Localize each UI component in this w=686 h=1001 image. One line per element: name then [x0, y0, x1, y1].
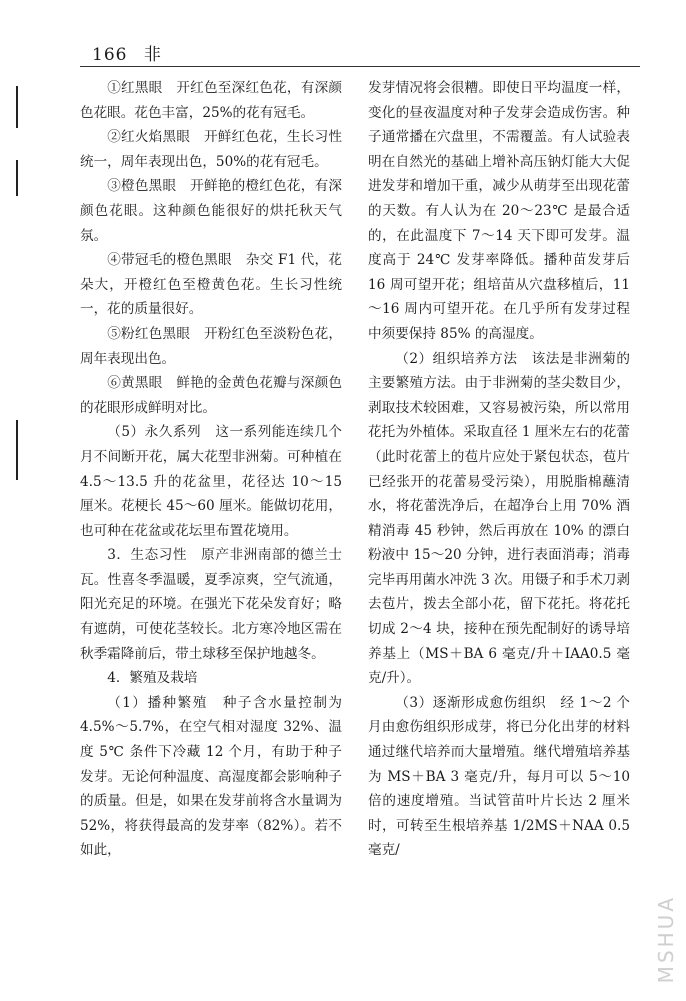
- paragraph: ③橙色黑眼 开鲜艳的橙红色花，有深颜色花眼。这种颜色能很好的烘托秋天气氛。: [80, 178, 342, 244]
- running-title: 非: [143, 45, 162, 65]
- page-number: 166: [92, 45, 128, 65]
- page-header: [92, 40, 162, 65]
- paragraph: 发芽情况将会很糟。即使日平均温度一样，变化的昼夜温度对种子发芽会造成伤害。种子通常播在穴盘里，不需覆盖。有人试验表明在自然光的基础上增补高压钠灯能大大促进发芽和增加干重，减少从萌芽至出现花蕾的天数。有人认为在 20～23℃ 是最合适的，在此温度下 7～14 天下即可发芽。温度高于 24℃ 发芽率降低。播种苗发芽后 16 周可望开花；组培苗从穴盘移植后，11～16 周内可望开花。在几乎所有发芽过程中须要保持 85% 的高湿度。: [368, 80, 630, 342]
- paragraph: ②红火焰黑眼 开鲜红色花，生长习性统一，周年表现出色，50%的花有冠毛。: [80, 129, 342, 170]
- paragraph: （5）永久系列 这一系列能连续几个月不间断开花，属大花型非洲菊。可种植在 4.5～13.5 升的花盆里，花径达 10～15 厘米。花梗长 45～60 厘米。能做切花用，也可种在花盆或花坛里布置花境用。: [80, 424, 342, 539]
- margin-mark: [16, 160, 18, 196]
- margin-mark: [16, 420, 18, 480]
- paragraph: ④带冠毛的橙色黑眼 杂交 F1 代，花朵大，开橙红色至橙黄色花。生长习性统一，花的质量很好。: [80, 252, 342, 318]
- margin-mark: [16, 86, 18, 128]
- watermark: MSHUA: [654, 894, 678, 983]
- header-rule: [80, 66, 640, 67]
- paragraph: ⑥黄黑眼 鲜艳的金黄色花瓣与深颜色的花眼形成鲜明对比。: [80, 375, 342, 416]
- paragraph: ⑤粉红色黑眼 开粉红色至淡粉色花，周年表现出色。: [80, 325, 342, 367]
- paragraph: 3．生态习性 原产非洲南部的德兰士瓦。性喜冬季温暖，夏季凉爽，空气流通，阳光充足的环境。在强光下花朵发育好；略有遮荫，可使花茎较长。北方寒冷地区需在秋季霜降前后，带土球移至保护地越冬。: [80, 547, 342, 662]
- paragraph: （2）组织培养方法 该法是非洲菊的主要繁殖方法。由于非洲菊的茎尖数目少，剥取技术较困难，又容易被污染，所以常用花托为外植体。采取直径 1 厘米左右的花蕾（此时花蕾上的苞片应处于紧包状态，苞片已经张开的花蕾易受污染），用脱脂棉蘸清水，将花蕾洗净后，在超净台上用 70% 酒精消毒 45 秒钟，然后再放在 10% 的漂白粉液中 15～20 分钟，进行表面消毒；消毒完毕再用菌水冲洗 3 次。用镊子和手术刀剥去苞片，拨去全部小花，留下花托。将花托切成 2～4 块，接种在预先配制好的诱导培养基上（MS＋BA 6 毫克/升＋IAA0.5 毫克/升）。: [368, 350, 630, 687]
- paragraph: （3）逐渐形成愈伤组织 经 1～2 个月由愈伤组织形成芽，将已分化出芽的材料通过继代培养而大量增殖。继代增殖培养基为 MS＋BA 3 毫克/升，每月可以 5～10 倍的速度增殖。当试管苗叶片长达 2 厘米时，可转至生根培养基 1/2MS＋NAA 0.5 毫克/: [368, 694, 630, 859]
- section-heading: 4．繁殖及栽培: [107, 670, 198, 687]
- right-column: [368, 76, 630, 863]
- left-column: [80, 76, 342, 863]
- paragraph: ①红黑眼 开红色至深红色花，有深颜色花眼。花色丰富，25%的花有冠毛。: [80, 80, 342, 121]
- paragraph: （1）播种繁殖 种子含水量控制为 4.5%～5.7%，在空气相对湿度 32%、温度 5℃ 条件下冷藏 12 个月，有助于种子发芽。无论何种温度、高湿度都会影响种子的质量。但是，如果在发芽前将含水量调为 52%，将获得最高的发芽率（82%）。若不如此，: [80, 694, 342, 859]
